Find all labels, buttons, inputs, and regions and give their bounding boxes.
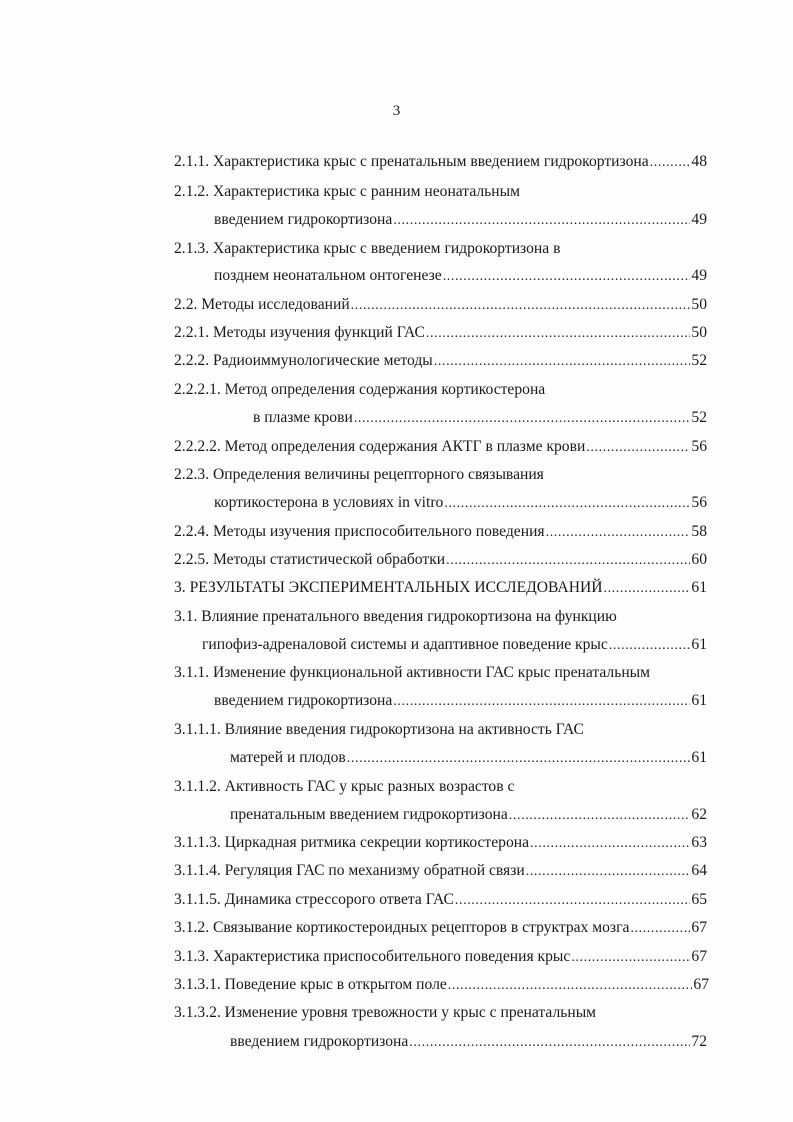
toc-entry-page: 61: [691, 749, 707, 766]
toc-leader-dots: [629, 918, 690, 940]
toc-entry-page: 48: [691, 153, 707, 170]
toc-entry-page: 52: [691, 409, 707, 426]
toc-entry: [174, 889, 707, 911]
toc-entry: [174, 662, 650, 684]
toc-entry-continuation: [214, 492, 707, 514]
toc-entry-page: 67: [691, 948, 707, 965]
toc-leader-dots: [602, 578, 690, 600]
toc-entry-text: 2.2.2.2. Метод определения содержания АКТГ в плазме крови: [174, 438, 586, 455]
toc-leader-dots: [353, 408, 691, 430]
toc-leader-dots: [392, 210, 690, 232]
toc-leader-dots: [433, 351, 691, 373]
toc-entry-text: 3. РЕЗУЛЬТАТЫ ЭКСПЕРИМЕНТАЛЬНЫХ ИССЛЕДОВАНИЙ: [174, 579, 603, 596]
toc-entry-text: 2.2.3. Определения величины рецепторного связывания: [174, 466, 544, 483]
toc-entry-text: в плазме крови: [253, 409, 353, 426]
toc-entry-page: 67: [691, 919, 707, 936]
toc-leader-dots: [608, 635, 691, 657]
toc-entry-page: 52: [691, 352, 707, 369]
toc-entry: [174, 860, 707, 882]
toc-entry: [174, 917, 707, 939]
toc-entry-text: 3.1.1.2. Активность ГАС у крыс разных возрастов с: [174, 778, 515, 795]
toc-entry: [174, 719, 584, 741]
toc-entry: [174, 436, 707, 458]
toc-entry-text: введением гидрокортизона: [214, 211, 393, 228]
toc-entry: [174, 946, 707, 968]
toc-entry-text: 3.1.3.1. Поведение крыс в открытом поле: [174, 976, 447, 993]
toc-entry-text: 2.2.2. Радиоиммунологические методы: [174, 352, 433, 369]
toc-entry-text: гипофиз-адреналовой системы и адаптивное поведение крыс: [202, 636, 608, 653]
toc-entry-text: 2.2.5. Методы статистической обработки: [174, 551, 446, 568]
toc-entry: [174, 181, 520, 203]
toc-leader-dots: [447, 975, 693, 997]
toc-entry-text: 2.1.2. Характеристика крыс с ранним неонатальным: [174, 183, 520, 200]
toc-entry-text: 2.2.2.1. Метод определения содержания кортикостерона: [174, 381, 546, 398]
toc-entry: [174, 151, 707, 173]
toc-entry-page: 50: [691, 296, 707, 313]
toc-entry-page: 50: [691, 324, 707, 341]
toc-entry: [174, 1002, 596, 1024]
toc-leader-dots: [408, 1032, 690, 1054]
toc-entry-continuation: [214, 690, 707, 712]
toc-entry-text: 3.1.1.4. Регуляция ГАС по механизму обратной связи: [174, 862, 525, 879]
toc-leader-dots: [442, 266, 691, 288]
toc-entry-text: 3.1. Влияние пренатального введения гидрокортизона на функцию: [174, 608, 617, 625]
toc-entry-page: 72: [691, 1033, 707, 1050]
toc-entry-continuation: [253, 407, 707, 429]
toc-entry: [174, 974, 709, 996]
toc-entry: [174, 521, 707, 543]
toc-entry-page: 61: [691, 579, 707, 596]
toc-leader-dots: [570, 947, 690, 969]
toc-entry-text: 3.1.1.1. Влияние введения гидрокортизона на активность ГАС: [174, 721, 584, 738]
toc-leader-dots: [392, 691, 690, 713]
toc-entry-text: 2.2.4. Методы изучения приспособительного поведения: [174, 523, 545, 540]
toc-entry-continuation: [230, 747, 707, 769]
toc-entry-continuation: [230, 804, 707, 826]
toc-entry-text: 3.1.1. Изменение функциональной активности ГАС крыс пренатальным: [174, 664, 651, 681]
toc-entry-text: 3.1.2. Связывание кортикостероидных рецепторов в структрах мозга: [174, 919, 630, 936]
toc-entry-page: 62: [691, 806, 707, 823]
toc-leader-dots: [443, 493, 690, 515]
toc-entry-text: 3.1.3.2. Изменение уровня тревожности у крыс с пренатальным: [174, 1004, 597, 1021]
toc-section-heading: [174, 577, 707, 599]
toc-entry-continuation: [214, 265, 707, 287]
toc-entry: [174, 238, 560, 260]
toc-entry-text: 2.1.3. Характеристика крыс с введением гидрокортизона в: [174, 240, 561, 257]
toc-entry-page: 64: [691, 862, 707, 879]
toc-entry-continuation: [230, 1031, 707, 1053]
toc-entry-text: 3.1.1.3. Циркадная ритмика секреции кортикостерона: [174, 834, 530, 851]
toc-entry-page: 60: [691, 551, 707, 568]
toc-entry: [174, 464, 544, 486]
toc-entry-text: пренатальным введением гидрокортизона: [230, 806, 508, 823]
toc-leader-dots: [454, 890, 691, 912]
toc-entry: [174, 322, 707, 344]
toc-leader-dots: [585, 437, 690, 459]
toc-entry: [174, 606, 617, 628]
toc-entry-text: матерей и плодов: [230, 749, 346, 766]
toc-entry-page: 56: [691, 494, 707, 511]
toc-entry: [174, 549, 707, 571]
toc-leader-dots: [445, 550, 690, 572]
toc-entry-page: 58: [691, 523, 707, 540]
toc-entry-page: 61: [691, 692, 707, 709]
toc-entry: [174, 776, 514, 798]
toc-leader-dots: [545, 522, 691, 544]
toc-entry-page: 56: [691, 438, 707, 455]
toc-leader-dots: [350, 295, 691, 317]
toc-entry-page: 63: [691, 834, 707, 851]
toc-entry-text: позднем неонатальном онтогенезе: [214, 267, 442, 284]
toc-entry: [174, 350, 707, 372]
toc-leader-dots: [425, 323, 691, 345]
toc-entry-text: введением гидрокортизона: [214, 692, 393, 709]
toc-entry-text: 3.1.3. Характеристика приспособительного поведения крыс: [174, 948, 571, 965]
page-number: 3: [392, 103, 401, 119]
toc-leader-dots: [346, 748, 691, 770]
toc-entry-text: кортикостерона в условиях in vitro: [214, 494, 444, 511]
toc-entry-text: 2.2.1. Методы изучения функций ГАС: [174, 324, 425, 341]
toc-entry-page: 49: [691, 211, 707, 228]
toc-entry-text: 3.1.1.5. Динамика стрессорого ответа ГАС: [174, 891, 454, 908]
toc-entry-continuation: [214, 209, 707, 231]
toc-entry: [174, 294, 707, 316]
toc-entry-text: введением гидрокортизона: [230, 1033, 409, 1050]
toc-entry-page: 49: [691, 267, 707, 284]
toc-entry-continuation: [202, 634, 707, 656]
toc-leader-dots: [525, 861, 691, 883]
toc-entry: [174, 832, 707, 854]
toc-leader-dots: [508, 805, 691, 827]
toc-leader-dots: [649, 152, 691, 174]
toc-entry: [174, 379, 545, 401]
toc-entry-text: 2.1.1. Характеристика крыс с пренатальным введением гидрокортизона: [174, 153, 649, 170]
toc-entry-page: 61: [691, 636, 707, 653]
toc-entry-page: 65: [691, 891, 707, 908]
toc-entry-page: 67: [693, 976, 709, 993]
toc-entry-text: 2.2. Методы исследований: [174, 296, 350, 313]
toc-leader-dots: [529, 833, 690, 855]
